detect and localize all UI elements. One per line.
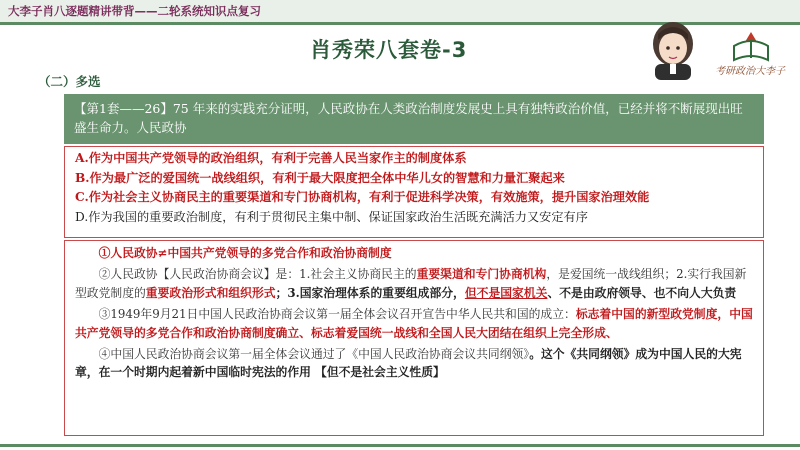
analysis-point-3-b: 标志着中国的新型政党制度，中国共产党领导的多党合作和政治协商制度确立、标志着爱国统一战线和全国人民大团结在组织上完全形成、 (75, 307, 753, 340)
option-c: C.作为社会主义协商民主的重要渠道和专门协商机构，有利于促进科学决策，有效施策，提升国家治理效能 (75, 190, 650, 204)
analysis-point-2-a: ②人民政协【人民政治协商会议】是：1.社会主义协商民主的 (98, 267, 417, 282)
avatar (638, 18, 708, 80)
analysis-point-2-g: 、不是由政府领导、也不向人大负责 (547, 285, 737, 300)
question-text: 【第1套——26】75 年来的实践充分证明，人民政协在人类政治制度发展史上具有独特政治价值，已经并将不断展现出旺盛生命力。人民政协 (74, 101, 743, 135)
section-label: （二）多选 (38, 74, 101, 89)
analysis-point-2-e: ；3.国家治理体系的重要组成部分， (275, 285, 465, 300)
course-title: 大李子肖八逐题精讲带背——二轮系统知识点复习 (8, 4, 261, 18)
question-box (64, 94, 764, 144)
analysis-box (64, 240, 764, 436)
option-b: B.作为最广泛的爱国统一战线组织，有利于最大限度把全体中华儿女的智慧和力量汇聚起来 (75, 170, 565, 185)
analysis-point-4-b: 。这个《共同纲领》成为中国人民的大宪章，在一个时期内起着新中国临时宪法的作用 【但不是社会主义性质】 (75, 347, 742, 380)
analysis-point-2-d: 重要政治形式和组织形式 (145, 285, 276, 300)
analysis-point-3 (75, 305, 753, 342)
analysis-point-1-text: ①人民政协≠中国共产党领导的多党合作和政治协商制度 (98, 246, 392, 260)
logo-text: 考研政治大李子 (715, 66, 785, 77)
analysis-point-2 (75, 265, 753, 302)
analysis-point-4-a: ④中国人民政治协商会议第一届全体会议通过了《中国人民政治协商会议共同纲领》 (98, 347, 530, 362)
analysis-point-2-b: 重要渠道和专门协商机构 (416, 267, 547, 282)
option-d: D.作为我国的重要政治制度，有利于贯彻民主集中制、保证国家政治生活既充满活力又安定有序 (75, 209, 588, 224)
analysis-point-4 (75, 345, 753, 382)
analysis-point-2-f: 但不是国家机关 (464, 285, 548, 300)
analysis-point-2-c: ，是爱国统一战线组织；2.实行我国新型政党制度的 (75, 267, 747, 300)
analysis-point-1 (75, 244, 753, 262)
analysis-point-3-a: ③1949年9月21日中国人民政治协商会议第一届全体会议召开宣告中华人民共和国的成立： (98, 307, 576, 322)
footer-divider (0, 444, 800, 447)
options-box (64, 146, 764, 238)
page-title: 肖秀荣八套卷-3 (310, 38, 468, 62)
option-a: A.作为中国共产党领导的政治组织，有利于完善人民当家作主的制度体系 (75, 151, 467, 165)
